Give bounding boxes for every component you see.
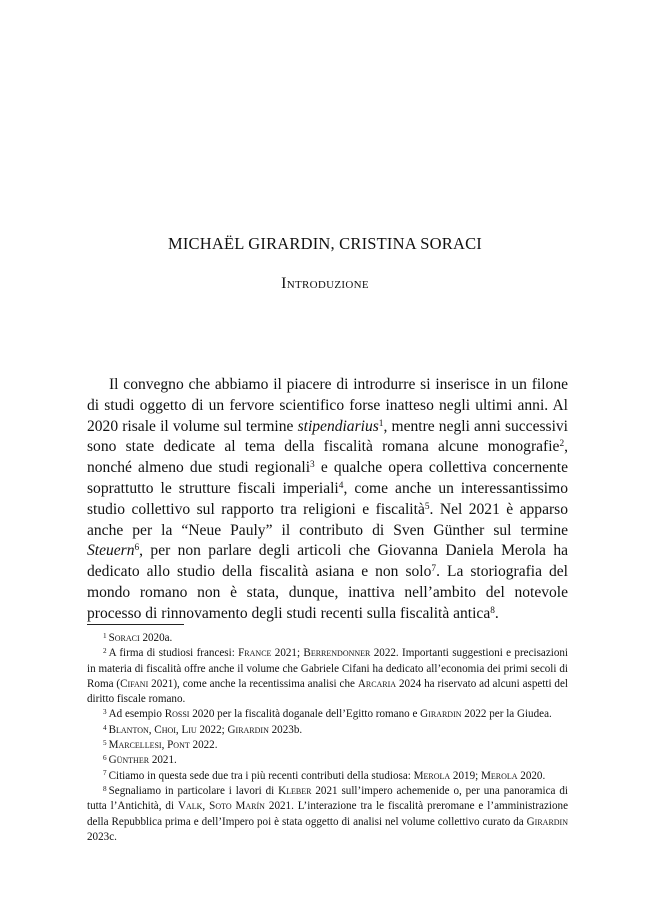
author-name: France [238,647,272,660]
footnote-text: 2021), come anche la recentissima analisi che [148,677,358,690]
footnote-1 [87,631,568,646]
footnote-text: 2022; [196,723,228,736]
footnote-number: 6 [103,754,107,763]
footnote-ref[interactable]: 8 [490,605,495,616]
footnote-6 [87,753,568,768]
footnote-number: 1 [103,631,107,640]
footnote-4 [87,723,568,738]
footnote-3 [87,707,568,722]
footnote-ref[interactable]: 7 [431,564,437,575]
footnote-text: 2022. Importanti suggestioni e precisazioni in materia di fiscalità offre anche il volume che Gabriele Cifani ha dedicato all’economia dei primi secoli di Roma ( [87,647,568,690]
body-text-run: , come anche un interessantissimo studio collettivo sul rapporto tra religioni e fiscalità [87,479,568,518]
author-name: Girardin [227,723,269,736]
body-text-run: , nonché almeno due studi regionali [87,438,568,477]
footnote-text: A firma di studiosi francesi: [108,647,239,660]
author-name: Arcaria [357,677,397,690]
footnote-text: 2024 ha riservato ad alcuni aspetti del diritto fiscale romano. [87,677,568,706]
author-name: Girardin [420,708,462,721]
author-name: Valk, Soto Marín [177,800,265,813]
author-name: Girardin [526,815,568,828]
footnote-number: 7 [103,769,107,778]
section-title: Introduzione [281,275,369,292]
body-paragraph [87,375,568,625]
footnote-text: 2022 per la Giudea. [461,708,552,721]
footnote-ref[interactable]: 5 [424,501,430,512]
footnote-5 [87,738,568,753]
author-name: Günther [108,754,150,767]
footnote-number: 2 [103,647,107,656]
footnote-number: 5 [103,738,107,747]
footnote-number: 4 [103,723,107,732]
author-name: Blanton, Choi, Liu [108,723,197,736]
author-name: Rossi [164,708,190,721]
footnote-ref[interactable]: 4 [338,480,344,491]
body-text-run: Il convegno che abbiamo il piacere di introdurre si inserisce in un filone di studi oggetto di un fervore scientifico forse inatteso negli ultimi anni. Al 2020 risale il volume sul termine [87,376,568,435]
body-text-run: . [494,604,499,622]
author-name: Cifani [120,677,149,690]
italic-term: Steuern [87,542,135,560]
footnote-number: 3 [103,708,107,717]
footnote-text: 2020a. [139,632,173,644]
footnote-ref[interactable]: 1 [378,418,384,429]
body-text-run: , mentre negli anni successivi sono state dedicate al tema della fiscalità romana alcune monografie [87,417,568,456]
author-name: Kleber [278,784,312,797]
footnote-2 [87,646,568,707]
footnote-text: 2022. [189,739,218,752]
body-text-run: . Nel 2021 è apparso anche per la “Neue Pauly” il contributo di Sven Günther sul termine [87,500,568,539]
footnotes [87,631,568,845]
author-name: Merola [480,769,518,782]
footnote-text: 2023b. [268,723,303,736]
body-text-run: . La storiografia del mondo romano non è stata, dunque, inattiva nell’ambito del notevole processo di rinnovamento degli studi recenti sulla fiscalità antica [87,563,568,622]
footnote-text: 2020. [517,769,546,782]
footnote-text: 2020 per la fiscalità doganale dell’Egitto romano e [189,708,421,721]
author-name: Berrendonner [303,647,371,660]
footnote-text: 2019; [450,769,481,782]
author-name: Soraci [108,632,140,644]
italic-term: stipendiarius [297,417,379,435]
footnote-text: 2021. L’interazione tra le fiscalità preromane e l’amministrazione della Repubblica prima e dell’Impero poi è stata oggetto di analisi nel volume collettivo curato da [87,800,568,828]
body-text-run: e qualche opera collettiva concernente soprattutto le strutture fiscali imperiali [87,459,568,497]
footnote-text: Ad esempio [108,708,165,721]
footnote-8 [87,784,568,845]
chapter-authors: MICHAËL GIRARDIN, CRISTINA SORACI [167,234,482,253]
footnote-text: 2021 sull’impero achemenide o, per una panoramica di tutta l’Antichità, di [87,784,568,813]
footnote-text: Segnaliamo in particolare i lavori di [108,784,279,797]
footnote-text: 2023c. [87,830,117,843]
footnote-separator [87,624,184,625]
body-text-run: , per non parlare degli articoli che Giovanna Daniela Merola ha dedicato allo studio della fiscalità asiana e non solo [87,542,568,581]
footnote-text: Citiamo in questa sede due tra i più recenti contributi della studiosa: [108,769,414,782]
footnote-text: 2021; [271,647,304,660]
footnote-ref[interactable]: 2 [559,439,565,450]
footnote-ref[interactable]: 6 [134,543,140,554]
footnote-ref[interactable]: 3 [310,460,315,471]
footnote-7 [87,769,568,784]
author-name: Merola [413,769,451,782]
author-name: Marcellesi, Pont [108,739,190,752]
footnote-text: 2021. [149,754,177,767]
footnote-number: 8 [103,784,107,793]
